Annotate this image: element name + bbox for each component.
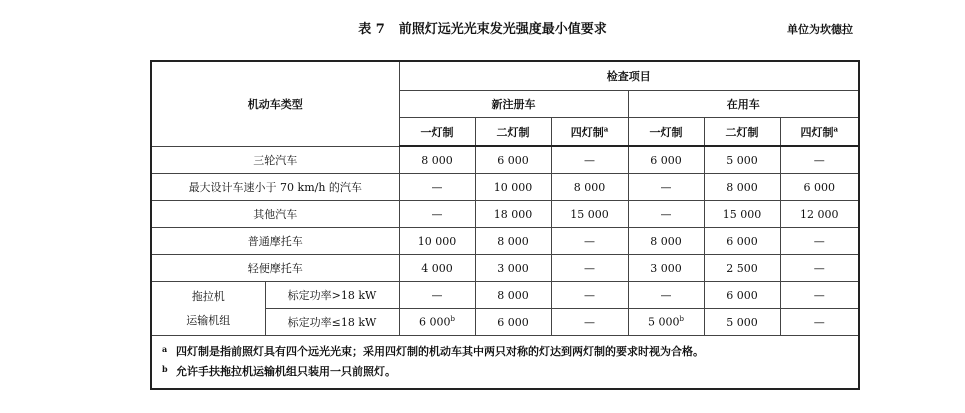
table-row <box>151 174 859 201</box>
tractor-group-label: 拖拉机 运输机组 <box>151 282 265 336</box>
intensity-table <box>150 60 860 390</box>
footnote <box>162 342 848 362</box>
table-cell: — <box>551 228 628 255</box>
in-use-header: 在用车 <box>628 91 859 118</box>
table-cell: 15 000 <box>551 201 628 228</box>
table-cell: 4 000 <box>399 255 475 282</box>
table-cell: 6 000 <box>475 146 551 174</box>
table-row <box>151 201 859 228</box>
row-label: 最大设计车速小于 70 km/h 的汽车 <box>151 174 399 201</box>
row-label: 其他汽车 <box>151 201 399 228</box>
row-label: 三轮汽车 <box>151 146 399 174</box>
table-cell: 5 000$^b$ <box>628 309 704 336</box>
table-cell: 8 000 <box>399 146 475 174</box>
used-four-lamp-header: 四灯制$^a$ <box>780 118 859 147</box>
new-four-lamp-header: 四灯制$^a$ <box>551 118 628 147</box>
table-row <box>151 255 859 282</box>
unit-label: 单位为坎德拉 <box>787 23 853 36</box>
vehicle-type-header: 机动车类型 <box>151 61 399 146</box>
table-cell: 12 000 <box>780 201 859 228</box>
notes-cell <box>151 336 859 390</box>
table-cell: 10 000 <box>475 174 551 201</box>
table-cell: — <box>551 282 628 309</box>
table-cell: 3 000 <box>475 255 551 282</box>
table-cell: — <box>628 282 704 309</box>
table-cell: 15 000 <box>704 201 780 228</box>
notes-row <box>151 336 859 390</box>
table-cell: — <box>780 255 859 282</box>
table-cell: 8 000 <box>551 174 628 201</box>
footnote-mark: a <box>162 344 168 354</box>
table-cell: 5 000 <box>704 309 780 336</box>
table-cell: 18 000 <box>475 201 551 228</box>
new-two-lamp-header: 二灯制 <box>475 118 551 147</box>
table-cell: 8 000 <box>704 174 780 201</box>
inspection-items-header: 检查项目 <box>399 61 859 91</box>
table-cell: 6 000 <box>628 146 704 174</box>
table-cell: — <box>780 309 859 336</box>
table-cell: — <box>628 201 704 228</box>
row-label: 标定功率>18 kW <box>265 282 399 309</box>
row-label: 普通摩托车 <box>151 228 399 255</box>
table-row <box>151 228 859 255</box>
table-cell: 8 000 <box>475 282 551 309</box>
table-row <box>151 146 859 174</box>
table-cell: — <box>399 174 475 201</box>
table-cell: 6 000 <box>780 174 859 201</box>
table-cell: 8 000 <box>628 228 704 255</box>
table-cell: — <box>551 255 628 282</box>
table-number: 表 7 <box>358 22 385 37</box>
footnote-mark: b <box>162 364 168 374</box>
table-cell: 3 000 <box>628 255 704 282</box>
table-cell: 10 000 <box>399 228 475 255</box>
used-two-lamp-header: 二灯制 <box>704 118 780 147</box>
row-label: 轻便摩托车 <box>151 255 399 282</box>
table-title-text: 前照灯远光光束发光强度最小值要求 <box>398 22 607 37</box>
table-cell: 6 000 <box>704 282 780 309</box>
table-cell: — <box>780 146 859 174</box>
table-cell: — <box>399 282 475 309</box>
table-cell: — <box>780 282 859 309</box>
footnote <box>162 362 848 382</box>
row-label: 标定功率≤18 kW <box>265 309 399 336</box>
footnote-text: 允许手扶拖拉机运输机组只装用一只前照灯。 <box>176 365 396 378</box>
table-cell: 6 000 <box>475 309 551 336</box>
table-cell: 5 000 <box>704 146 780 174</box>
used-one-lamp-header: 一灯制 <box>628 118 704 147</box>
table-cell: — <box>551 309 628 336</box>
table-cell: — <box>628 174 704 201</box>
table-cell: — <box>780 228 859 255</box>
table-cell: — <box>399 201 475 228</box>
table-cell: 6 000 <box>704 228 780 255</box>
table-cell: — <box>551 146 628 174</box>
table-cell: 2 500 <box>704 255 780 282</box>
footnote-text: 四灯制是指前照灯具有四个远光光束；采用四灯制的机动车其中两只对称的灯达到两灯制的要求时视为合格。 <box>176 345 704 358</box>
table-cell: 6 000$^b$ <box>399 309 475 336</box>
new-registration-header: 新注册车 <box>399 91 628 118</box>
new-one-lamp-header: 一灯制 <box>399 118 475 147</box>
table-cell: 8 000 <box>475 228 551 255</box>
table-row <box>151 282 859 309</box>
